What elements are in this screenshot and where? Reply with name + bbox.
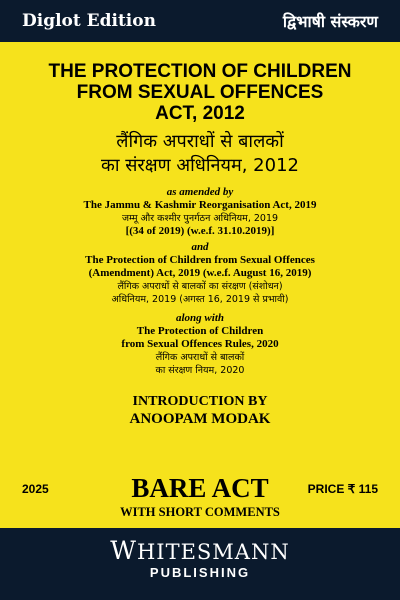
- rules-english-line-2: from Sexual Offences Rules, 2020: [121, 338, 279, 350]
- title-line-2: FROM SEXUAL OFFENCES: [76, 82, 324, 103]
- publisher-initial: W: [110, 536, 137, 565]
- rules-hindi-line-1: लैंगिक अपराधों से बालकों: [155, 352, 245, 363]
- title-line-3: ACT, 2012: [155, 103, 245, 124]
- bottom-row: [0, 474, 400, 524]
- as-amended-by: as amended by: [166, 186, 234, 198]
- author-name: ANOOPAM MODAK: [129, 411, 271, 427]
- publisher-logo: [0, 536, 400, 580]
- amendment-2-hindi-line-2: अधिनियम, 2019 (अगस्त 16, 2019 से प्रभावी): [111, 294, 289, 305]
- title-line-1: THE PROTECTION OF CHILDREN: [48, 61, 352, 82]
- rules-hindi-line-2: का संरक्षण नियम, 2020: [155, 365, 245, 376]
- yellow-panel: [0, 42, 400, 528]
- amendment-1-hindi: जम्मू और कश्मीर पुनर्गठन अधिनियम, 2019: [121, 213, 279, 224]
- hindi-title-line-2: का संरक्षण अधिनियम, 2012: [101, 155, 299, 176]
- amendment-1-reference: [(34 of 2019) (w.e.f. 31.10.2019)]: [125, 225, 275, 237]
- price-label: PRICE ₹ 115: [307, 482, 378, 496]
- publisher-subtitle: PUBLISHING: [149, 565, 251, 580]
- amendment-2-english-line-1: The Protection of Children from Sexual Offences: [85, 254, 315, 266]
- bare-act-label: BARE ACT: [131, 473, 269, 503]
- hindi-title-line-1: लैंगिक अपराधों से बालकों: [116, 131, 284, 152]
- rules-english-line-1: The Protection of Children: [136, 325, 264, 337]
- and-connector: and: [191, 241, 209, 253]
- amendment-1-english: The Jammu & Kashmir Reorganisation Act, 2019: [83, 199, 317, 211]
- amendment-2-english-line-2: (Amendment) Act, 2019 (w.e.f. August 16, 2019): [88, 267, 312, 279]
- publication-year: 2025: [22, 482, 49, 496]
- publisher-name-rest: HITESMANN: [136, 540, 290, 564]
- short-comments-label: WITH SHORT COMMENTS: [120, 505, 280, 519]
- introduction-label: INTRODUCTION BY: [132, 394, 268, 409]
- edition-bar: [0, 0, 400, 42]
- publisher-name: [0, 536, 400, 565]
- book-title: [0, 61, 400, 124]
- hindi-title: [0, 130, 400, 178]
- edition-hindi: द्विभाषी संस्करण: [282, 12, 378, 31]
- edition-english: Diglot Edition: [22, 11, 156, 31]
- along-with: along with: [176, 312, 224, 324]
- amendment-2-hindi-line-1: लैंगिक अपराधों से बालकों का संरक्षण (संशोधन): [117, 281, 283, 292]
